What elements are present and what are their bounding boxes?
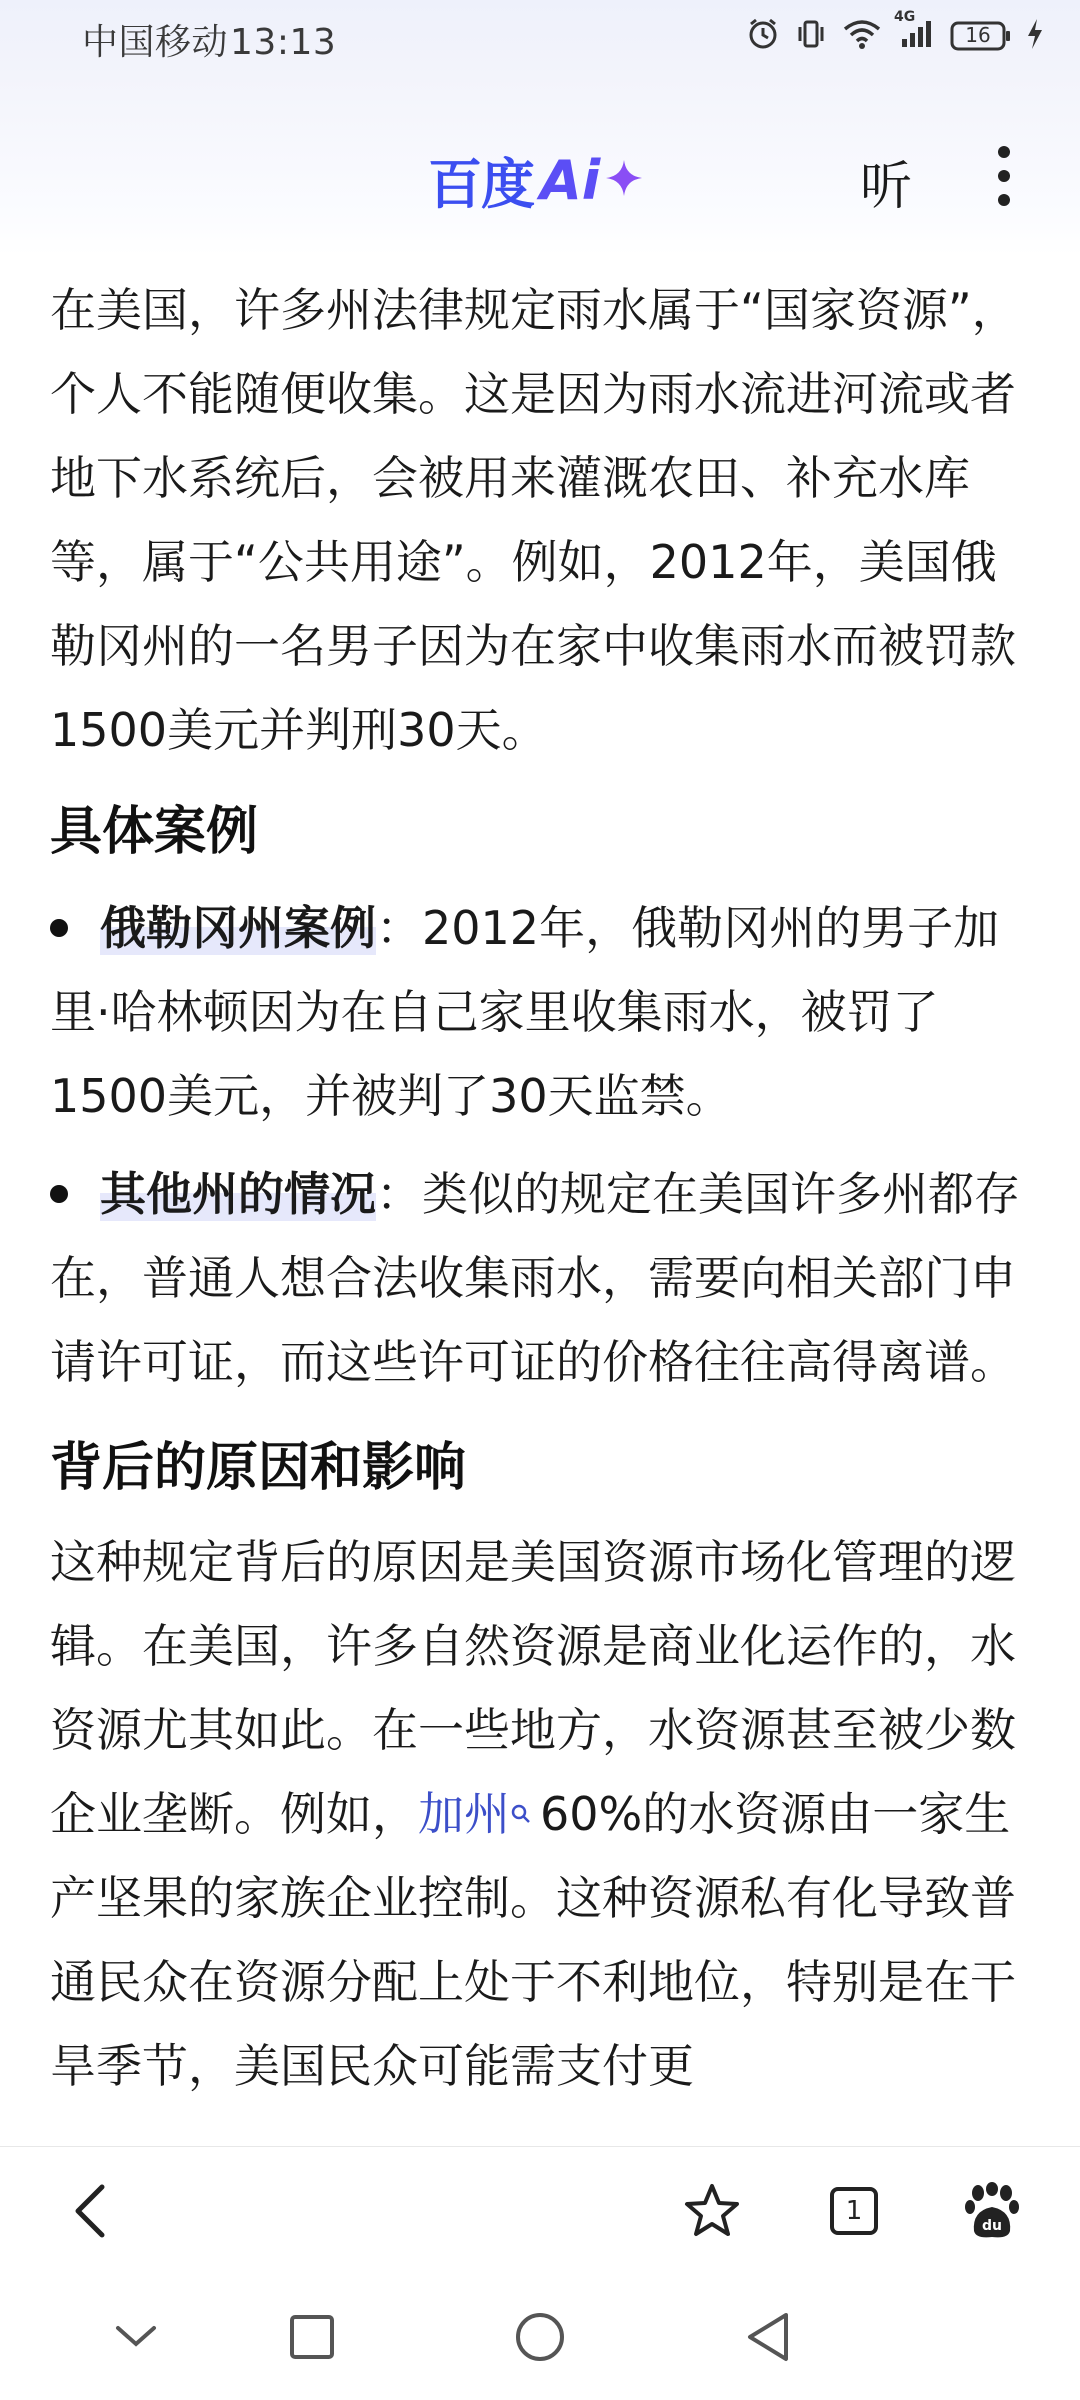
search-icon[interactable]: [510, 1772, 532, 1856]
list-item: [50, 1152, 1035, 1404]
alarm-icon: [746, 17, 780, 55]
status-left: [82, 14, 336, 65]
section-heading-reasons: 背后的原因和影响: [50, 1438, 467, 1498]
browser-toolbar: [0, 2146, 1080, 2275]
sparkle-icon: [604, 158, 644, 202]
bullet-title[interactable]: 其他州的情况: [100, 1167, 376, 1221]
listen-button[interactable]: 听: [860, 157, 913, 217]
bullet-dot: [50, 1185, 68, 1203]
clock: 13:13: [230, 22, 337, 63]
battery-icon: [950, 21, 1012, 51]
cellular-signal-icon: [894, 9, 936, 55]
bullet-dot: [50, 919, 68, 937]
chevron-down-icon[interactable]: [104, 2274, 168, 2400]
paragraph-text: 60%的水资源由一家生产坚果的家族企业控制。这种资源私有化导致普通民众在资源分配上处于不利地位，特别是在干旱季节，美国民众可能需支付更: [50, 1787, 1016, 2093]
baidu-paw-icon[interactable]: [954, 2147, 1030, 2275]
content-fade: [0, 2106, 1080, 2146]
wifi-icon: [842, 17, 882, 55]
bullet-text: ：2012年，俄勒冈州的男子加里·哈林顿因为在自己家里收集雨水，被罚了1500美元，并被判了30天监禁。: [50, 901, 1000, 1123]
tab-count-button[interactable]: [816, 2147, 892, 2275]
status-bar: [0, 0, 1080, 76]
svg-text:du: du: [982, 2218, 1002, 2234]
bullet-title[interactable]: 俄勒冈州案例: [100, 901, 376, 955]
section-heading-cases: 具体案例: [50, 802, 259, 862]
status-icons: [746, 9, 1044, 58]
carrier-label: 中国移动: [82, 22, 229, 63]
list-item: [50, 886, 1035, 1138]
charging-icon: [1026, 18, 1044, 54]
article-content: [50, 268, 1035, 2108]
system-nav-bar: [0, 2274, 1080, 2400]
back-nav-icon[interactable]: [736, 2274, 800, 2400]
baidu-ai-logo[interactable]: [428, 148, 644, 216]
paragraph-text: 这种规定背后的原因是美国资源市场化管理的逻辑。在美国，许多自然资源是商业化运作的，水资源尤其如此。在一些地方，水资源甚至被少数企业垄断。例如，: [50, 1535, 1016, 1841]
back-icon[interactable]: [50, 2147, 130, 2275]
california-link[interactable]: 加州: [418, 1787, 510, 1841]
home-icon[interactable]: [508, 2274, 572, 2400]
more-vertical-icon[interactable]: [986, 146, 1022, 210]
logo-ai-text: Ai: [540, 148, 601, 212]
recent-apps-icon[interactable]: [280, 2274, 344, 2400]
battery-level: 16: [965, 23, 991, 47]
vibrate-icon: [794, 17, 828, 55]
reasons-paragraph: [50, 1520, 1035, 2108]
intro-paragraph: 在美国，许多州法律规定雨水属于“国家资源”，个人不能随便收集。这是因为雨水流进河流或者地下水系统后，会被用来灌溉农田、补充水库等，属于“公共用途”。例如，2012年，美国俄勒冈州的一名男子因为在家中收集雨水而被罚款1500美元并判刑30天。: [50, 283, 1018, 757]
star-icon[interactable]: [674, 2147, 750, 2275]
logo-text: 百度: [428, 152, 534, 216]
network-type-label: 4G: [894, 9, 916, 25]
bullet-text: ：类似的规定在美国许多州都存在，普通人想合法收集雨水，需要向相关部门申请许可证，而这些许可证的价格往往高得离谱。: [50, 1167, 1020, 1389]
tab-count: 1: [830, 2187, 878, 2235]
